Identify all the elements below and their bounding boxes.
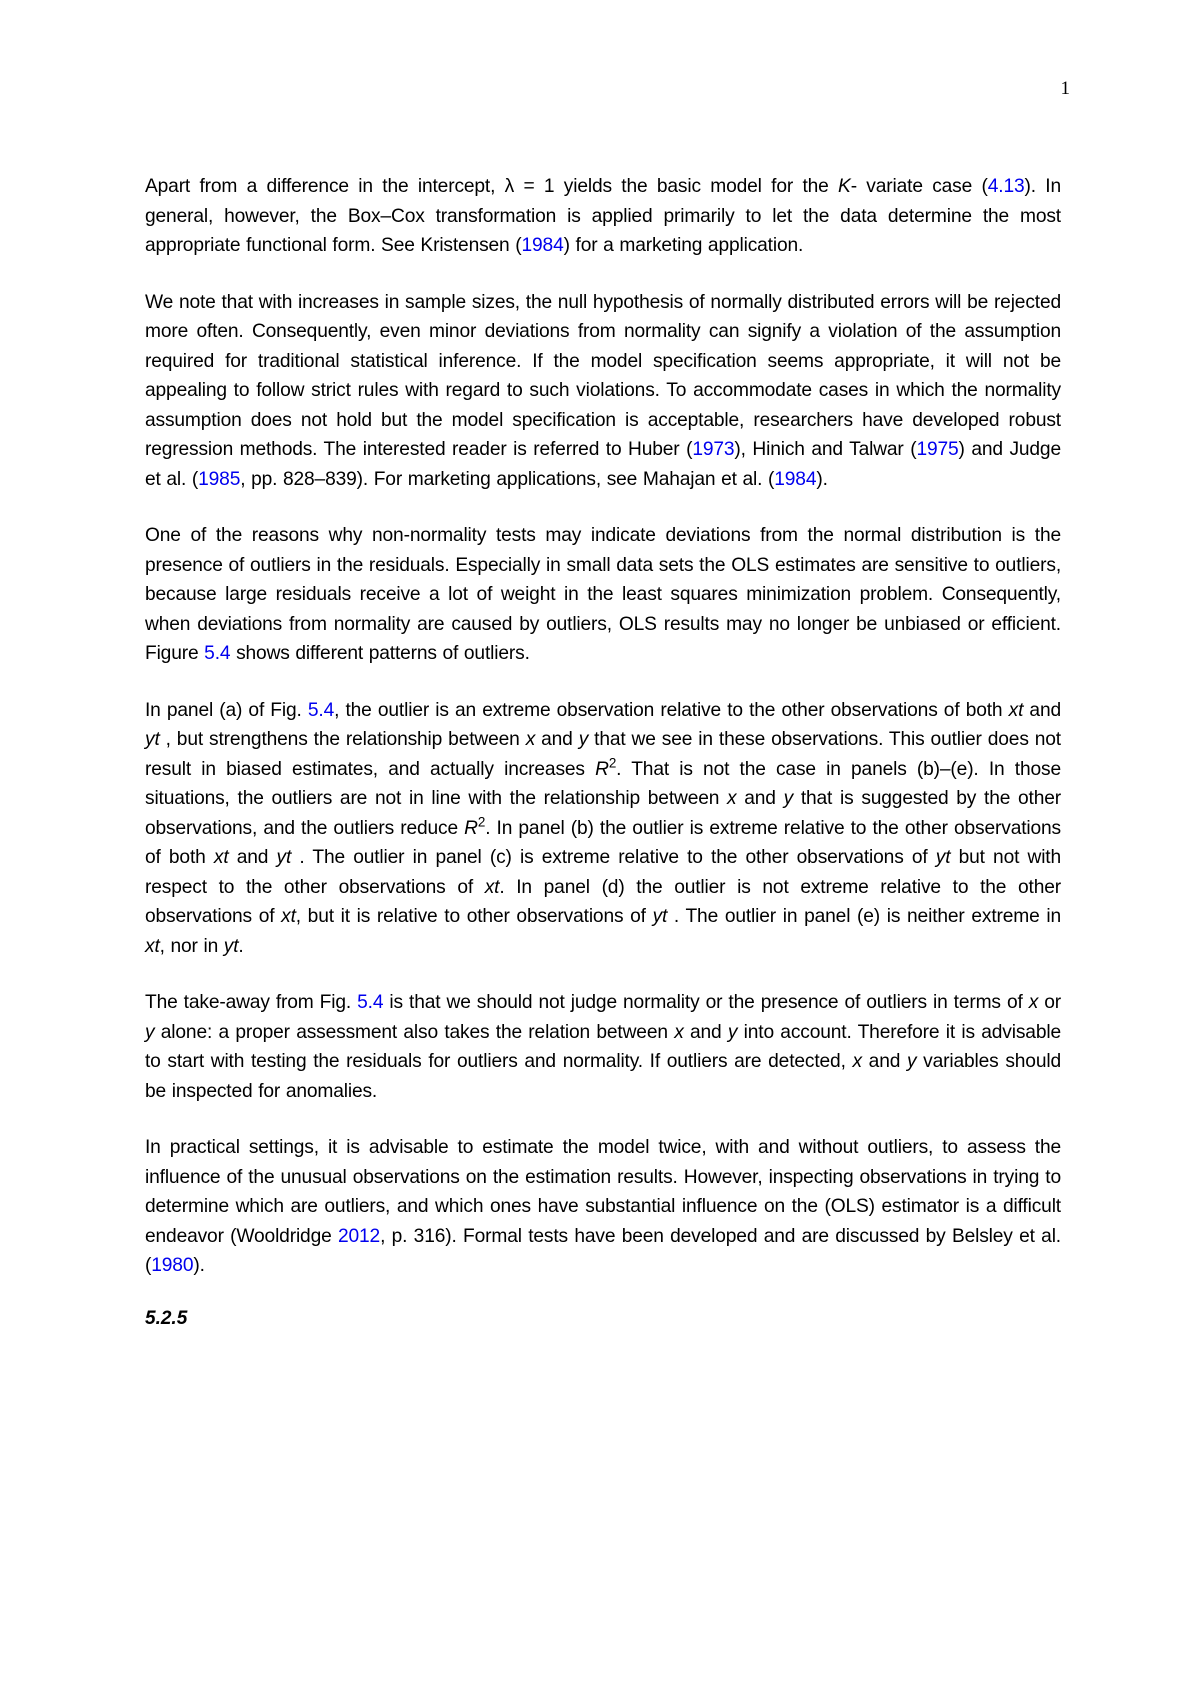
citation-link[interactable]: 1975 [916,439,959,460]
citation-link[interactable]: 1984 [521,235,564,256]
math-variable: yt [223,935,239,957]
text-run: One of the reasons why non-normality tests may indicate deviations from the normal distribution is the presence of outliers in the residuals. Especially in small data sets the OLS estimates are sensitive to outliers, because large residuals receive a lot of weight in the least squares minimization problem. Consequently, when deviations from normality are caused by outliers, OLS results may no longer be unbiased or efficient. Figure [145,525,1061,664]
document-body [145,172,1061,1330]
math-variable: yt [145,729,160,750]
math-variable: y [906,1051,917,1072]
text-run: but not with respect to the other observations of [145,847,1062,898]
paragraph-practical [145,1133,1061,1281]
paragraph-take-away [145,988,1061,1106]
citation-link[interactable]: 5.4 [307,699,335,721]
text-run: , nor in [159,935,224,957]
math-variable: x [1028,992,1039,1013]
math-variable: y [145,1021,155,1043]
text-run: , p. 316). Formal tests have been developed and are discussed by Belsley et al. ( [145,1225,1061,1276]
section-heading: 5.2.5 [145,1307,188,1329]
math-variable: y [727,1021,738,1043]
math-variable: yt [276,847,292,868]
text-run: or [1038,992,1061,1013]
page-number: 1 [1060,78,1070,99]
text-run: In practical settings, it is advisable to estimate the model twice, with and without outliers, to assess the influence of the unusual observations on the estimation results. However, inspecting observations in trying to determine which are outliers, and which ones have substantial influence on the (OLS) estimator is a difficult endeavor (Wooldridge [145,1137,1061,1247]
superscript: 2 [477,814,486,830]
math-variable: R [595,758,609,780]
citation-link[interactable]: 2012 [337,1225,381,1247]
text-run: and [861,1051,907,1072]
citation-link[interactable]: 1973 [692,439,735,460]
math-variable: yt [935,847,951,868]
text-run: ), Hinich and Talwar ( [734,439,917,460]
math-variable: R [464,817,478,839]
text-run: - variate case ( [850,176,988,197]
text-run: . In panel (b) the outlier is extreme relative to the other observations of both [145,817,1061,868]
text-run: , the outlier is an extreme observation relative to the other observations of both [334,699,1009,721]
superscript: 2 [608,755,617,771]
text-run: ) and Judge et al. ( [145,439,1061,490]
math-variable: xt [145,935,160,957]
text-run: that is suggested by the other observations, and the outliers reduce [145,788,1061,839]
citation-link[interactable]: 1985 [198,468,241,490]
text-run: is that we should not judge normality or the presence of outliers in terms of [383,992,1029,1013]
citation-link[interactable]: 5.4 [357,992,384,1013]
math-variable: xt [1008,699,1024,721]
math-variable: x [525,729,536,750]
text-run: ). [193,1255,205,1276]
text-run: . That is not the case in panels (b)–(e). In those situations, the outliers are not in line with the relationship between [145,758,1061,809]
text-run: , pp. 828–839). For marketing applications, see Mahajan et al. ( [240,468,775,490]
text-run: In panel (a) of Fig. [145,699,308,721]
text-run: and [535,729,579,750]
text-run: and [1023,699,1061,721]
text-run: ). In general, however, the Box–Cox transformation is applied primarily to let the data determine the most appropriate functional form. See Kristensen ( [145,176,1061,256]
text-run: and [736,788,784,809]
text-run: . In panel (d) the outlier is not extreme relative to the other observations of [145,876,1061,927]
text-run: Apart from a difference in the intercept, λ = 1 yields the basic model for the [145,176,839,197]
text-run: ). [816,468,828,490]
paragraph-normality [145,288,1061,495]
math-variable: y [578,729,589,750]
math-variable: xt [484,876,500,898]
paragraph-outliers-intro [145,521,1061,669]
text-run: and [228,847,277,868]
math-variable: x [727,788,737,809]
text-run: into account. Therefore it is advisable to start with testing the residuals for outliers and normality. If outliers are detected, [145,1021,1061,1072]
text-run: We note that with increases in sample sizes, the null hypothesis of normally distributed errors will be rejected more often. Consequently, even minor deviations from normality can signify a violation of the assumption required for traditional statistical inference. If the model specification seems appropriate, it will not be appealing to follow strict rules with regard to such violations. To accommodate cases in which the normality assumption does not hold but the model specification is acceptable, researchers have developed robust regression methods. The interested reader is referred to Huber ( [145,291,1061,460]
text-run: . The outlier in panel (e) is neither extreme in [667,906,1061,927]
text-run: alone: a proper assessment also takes the relation between [154,1021,675,1043]
citation-link[interactable]: 1984 [774,468,817,490]
paragraph-panels [145,696,1061,962]
math-variable: x [852,1051,862,1072]
text-run: and [683,1021,728,1043]
math-variable: y [783,788,794,809]
text-run: that we see in these observations. This outlier does not result in biased estimates, and actually increases [145,729,1061,780]
math-variable: xt [213,847,229,868]
citation-link[interactable]: 1980 [151,1255,194,1276]
text-run: , but strengthens the relationship between [159,729,526,750]
math-variable: x [674,1021,684,1043]
citation-link[interactable]: 4.13 [987,176,1025,197]
text-run: variables should be inspected for anomalies. [145,1051,1061,1102]
text-run: . The outlier in panel (c) is extreme relative to the other observations of [291,847,936,868]
citation-link[interactable]: 5.4 [204,643,231,664]
text-run: , but it is relative to other observations of [295,906,653,927]
math-variable: K [838,176,851,197]
text-run: . [238,935,244,957]
paragraph-box-cox [145,172,1061,261]
text-run: shows different patterns of outliers. [230,643,530,664]
math-variable: xt [281,906,296,927]
text-run: ) for a marketing application. [563,235,804,256]
math-variable: yt [652,906,668,927]
text-run: The take-away from Fig. [145,992,358,1013]
